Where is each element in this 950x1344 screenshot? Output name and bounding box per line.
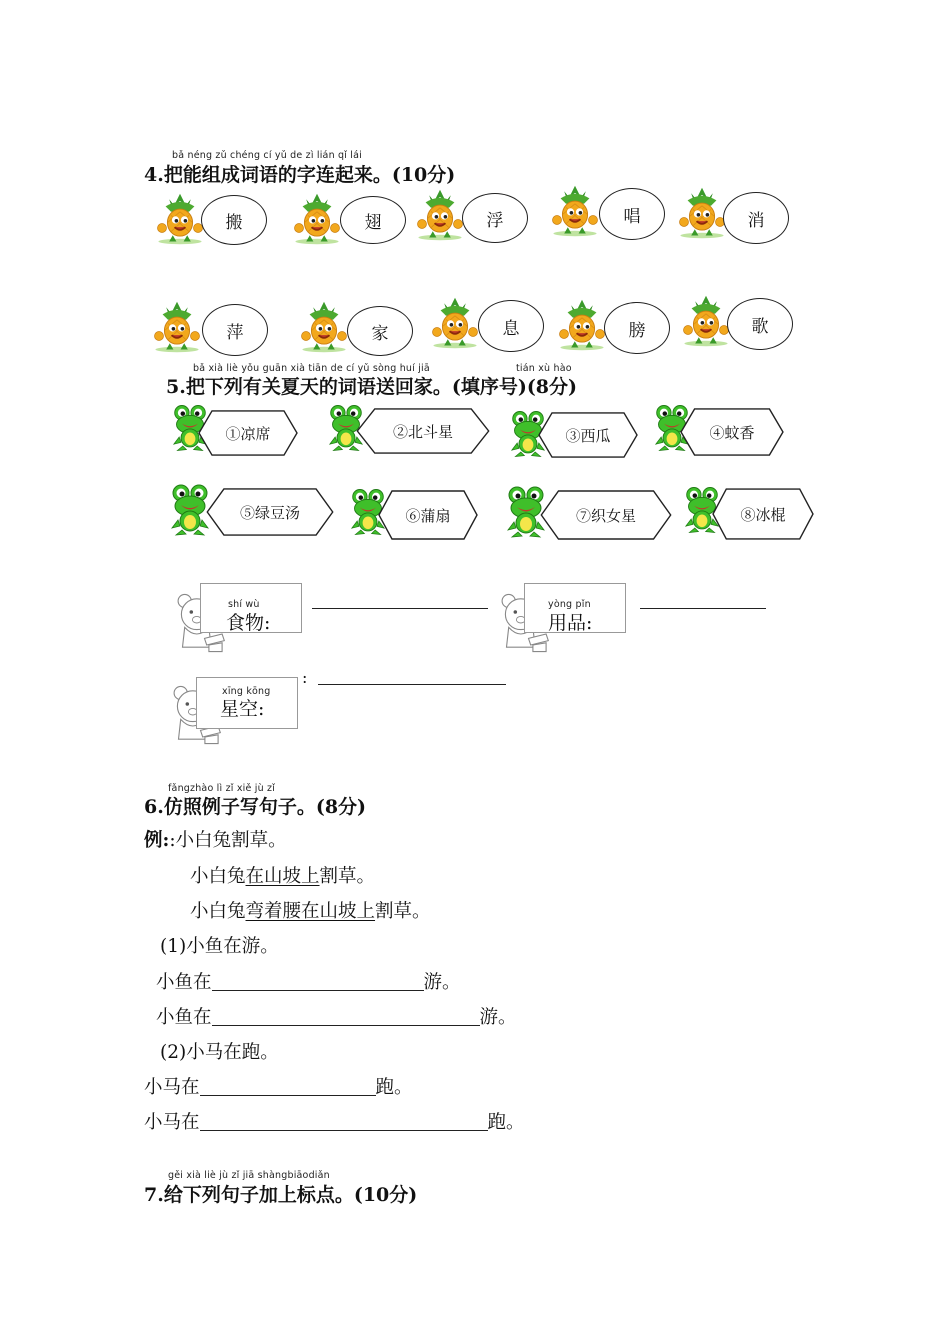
frog-icon [170, 484, 210, 536]
q6-title: 6.仿照例子写句子。(8分) [144, 796, 367, 818]
word-oval[interactable] [340, 196, 406, 244]
word-char: 搬 [225, 212, 243, 233]
sentence-part: 游。 [423, 972, 461, 993]
word-char: 歌 [751, 316, 769, 337]
q5-pinyin: bǎ xià liè yǒu guān xià tiān de cí yǔ sòng huí jiā [193, 363, 430, 374]
category-label: 食物: [226, 612, 271, 634]
word-hexagon[interactable] [538, 412, 638, 458]
sentence-part: 跑。 [375, 1077, 413, 1098]
answer-blank[interactable] [212, 1007, 480, 1026]
pineapple-icon [425, 296, 485, 350]
word-label: ⑥蒲扇 [405, 506, 451, 525]
word-oval[interactable] [599, 188, 665, 240]
word-hexagon[interactable] [378, 490, 478, 540]
word-oval[interactable] [723, 192, 789, 244]
word-hexagon[interactable] [356, 408, 490, 454]
sentence-part: 小白兔 [190, 866, 246, 887]
answer-blank[interactable] [200, 1077, 376, 1096]
word-oval[interactable] [201, 195, 267, 245]
prompt-2: (2)小马在跑。 [160, 1042, 279, 1063]
sentence-part: 小马在 [144, 1077, 200, 1098]
word-label: ①凉席 [225, 424, 271, 443]
word-char: 浮 [486, 210, 504, 231]
word-char: 消 [747, 210, 765, 231]
word-oval[interactable] [604, 302, 670, 354]
colon-mark: : [302, 668, 308, 687]
word-oval[interactable] [727, 298, 793, 350]
sentence-part: 割草。 [375, 901, 431, 922]
pineapple-icon [410, 188, 470, 242]
sentence-part: 小鱼在 [156, 972, 212, 993]
prompt-1: (1)小鱼在游。 [160, 936, 279, 957]
word-hexagon[interactable] [206, 488, 334, 536]
word-label: ⑧冰棍 [740, 505, 786, 524]
word-char: 唱 [623, 206, 641, 227]
category-label: 星空: [220, 698, 265, 720]
q6-pinyin: fǎngzhào lì zǐ xiě jù zǐ [168, 783, 276, 794]
word-label: ④蚊香 [709, 423, 755, 442]
example-sentence-2 [190, 862, 375, 888]
q7-title: 7.给下列句子加上标点。(10分) [144, 1184, 418, 1206]
category-pinyin: xīng kōng [222, 686, 271, 697]
q4-title: 4.把能组成词语的字连起来。(10分) [144, 164, 456, 186]
category-pinyin: shí wù [228, 599, 260, 610]
fill-line-2a [144, 1073, 413, 1099]
underlined-phrase: 弯着腰在山坡上 [245, 901, 376, 922]
sentence-part: 小白兔 [190, 901, 246, 922]
pineapple-icon [552, 298, 612, 352]
word-oval[interactable] [202, 304, 268, 356]
answer-line[interactable] [318, 684, 506, 685]
sentence-part: 跑。 [487, 1112, 525, 1133]
word-label: ③西瓜 [565, 426, 611, 445]
fill-line-1b [156, 1003, 517, 1029]
underlined-phrase: 在山坡上 [245, 866, 320, 887]
q4-pinyin: bǎ néng zǔ chéng cí yǔ de zì lián qǐ lái [172, 150, 363, 161]
example-line [144, 826, 287, 852]
word-char: 萍 [226, 322, 244, 343]
q5-pinyin-2: tián xù hào [516, 363, 572, 374]
example-sentence-3 [190, 897, 431, 923]
example-text: :小白兔割草。 [169, 830, 287, 851]
word-hexagon[interactable] [680, 408, 784, 456]
category-pinyin: yòng pǐn [548, 599, 591, 610]
word-char: 膀 [628, 320, 646, 341]
answer-line[interactable] [312, 608, 488, 609]
example-prefix: 例: [144, 830, 170, 851]
answer-blank[interactable] [212, 972, 424, 991]
fill-line-1a [156, 968, 461, 994]
word-oval[interactable] [478, 300, 544, 352]
pineapple-icon [294, 300, 354, 354]
word-hexagon[interactable] [712, 488, 814, 540]
sentence-part: 游。 [479, 1007, 517, 1028]
category-label: 用品: [548, 612, 593, 634]
word-label: ⑤绿豆汤 [239, 503, 300, 522]
answer-blank[interactable] [200, 1112, 488, 1131]
sentence-part: 小鱼在 [156, 1007, 212, 1028]
word-char: 翅 [364, 212, 382, 233]
pineapple-icon [545, 184, 605, 238]
answer-line[interactable] [640, 608, 766, 609]
word-oval[interactable] [462, 193, 528, 243]
word-hexagon[interactable] [540, 490, 672, 540]
q7-pinyin: gěi xià liè jù zǐ jiā shàngbiāodiǎn [168, 1170, 330, 1181]
word-label: ⑦织女星 [575, 506, 636, 525]
sentence-part: 割草。 [319, 866, 376, 887]
word-label: ②北斗星 [392, 422, 453, 441]
word-hexagon[interactable] [198, 410, 298, 456]
word-char: 家 [371, 323, 389, 344]
sentence-part: 小马在 [144, 1112, 200, 1133]
q5-title: 5.把下列有关夏天的词语送回家。(填序号)(8分) [166, 376, 578, 398]
fill-line-2b [144, 1108, 525, 1134]
pineapple-icon [147, 300, 207, 354]
word-char: 息 [502, 318, 520, 339]
word-oval[interactable] [347, 306, 413, 356]
pineapple-icon [287, 192, 347, 246]
